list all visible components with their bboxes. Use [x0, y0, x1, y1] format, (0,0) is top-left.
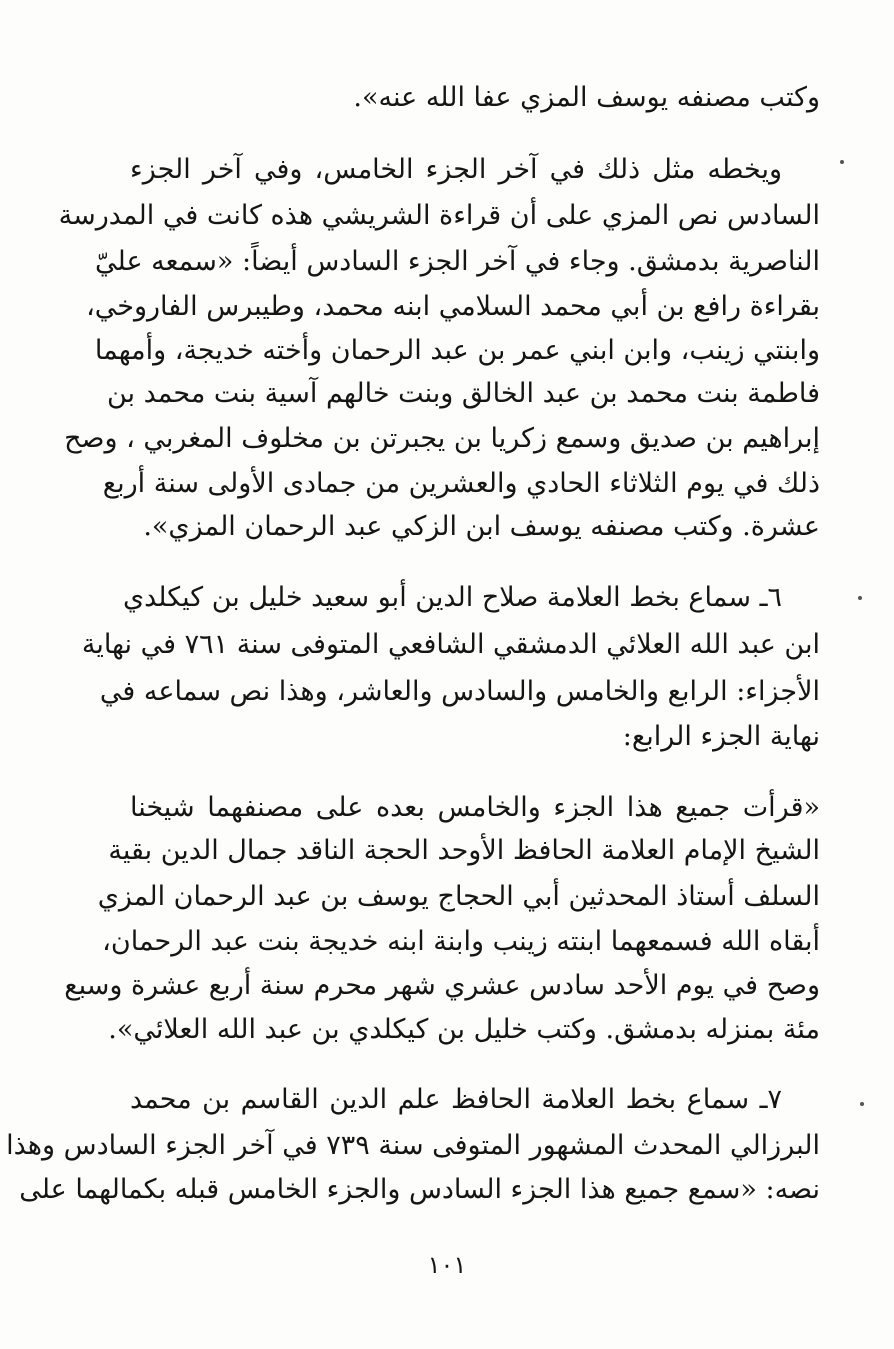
margin-mark	[860, 1102, 864, 1106]
text-line: الشيخ الإمام العلامة الحافظ الأوحد الحجة الناقد جمال الدين بقية	[108, 835, 820, 866]
text-line: «قرأت جميع هذا الجزء والخامس بعده على مصنفهما شيخنا	[130, 792, 820, 823]
text-line: وابنتي زينب، وابن ابني عمر بن عبد الرحمان وأخته خديجة، وأمهما	[94, 335, 820, 366]
text-line: فاطمة بنت محمد بن عبد الخالق وبنت خالهم آسية بنت محمد بن	[106, 378, 820, 409]
text-line: الناصرية بدمشق. وجاء في آخر الجزء السادس أيضاً: «سمعه عليّ	[95, 246, 820, 277]
text-line: ٧ـ سماع بخط العلامة الحافظ علم الدين القاسم بن محمد	[130, 1084, 782, 1115]
text-line: ويخطه مثل ذلك في آخر الجزء الخامس، وفي آخر الجزء	[130, 154, 782, 185]
text-line: السادس نص المزي على أن قراءة الشريشي هذه كانت في المدرسة	[58, 200, 820, 231]
text-line: عشرة. وكتب مصنفه يوسف ابن الزكي عبد الرحمان المزي».	[143, 511, 820, 542]
text-line: نصه: «سمع جميع هذا الجزء السادس والجزء الخامس قبله بكمالهما على	[19, 1174, 820, 1205]
text-line: البرزالي المحدث المشهور المتوفى سنة ٧٣٩ في آخر الجزء السادس وهذا	[6, 1130, 820, 1161]
text-line: مئة بمنزله بدمشق. وكتب خليل بن كيكلدي بن عبد الله العلائي».	[108, 1014, 820, 1045]
text-line: بقراءة رافع بن أبي محمد السلامي ابنه محمد، وطيبرس الفاروخي،	[86, 291, 820, 322]
text-line: أبقاه الله فسمعهما ابنته زينب وابنة ابنه خديجة بنت عبد الرحمان،	[102, 926, 820, 957]
text-line: ٦ـ سماع بخط العلامة صلاح الدين أبو سعيد خليل بن كيكلدي	[122, 582, 782, 613]
text-line: ابن عبد الله العلائي الدمشقي الشافعي المتوفى سنة ٧٦١ في نهاية	[81, 629, 820, 660]
text-line: إبراهيم بن صديق وسمع زكريا بن يجبرتن بن مخلوف المغربي ، وصح	[64, 423, 820, 454]
margin-mark	[858, 596, 862, 600]
text-line: وصح في يوم الأحد سادس عشري شهر محرم سنة أربع عشرة وسبع	[64, 970, 820, 1001]
text-line: وكتب مصنفه يوسف المزي عفا الله عنه».	[353, 82, 820, 113]
text-line: السلف أستاذ المحدثين أبي الحجاج يوسف بن عبد الرحمان المزي	[97, 881, 820, 912]
page-number: ١٠١	[427, 1251, 467, 1279]
text-line: الأجزاء: الرابع والخامس والسادس والعاشر، وهذا نص سماعه في	[99, 676, 820, 707]
text-line: ذلك في يوم الثلاثاء الحادي والعشرين من جمادى الأولى سنة أربع	[102, 468, 820, 499]
margin-mark	[840, 160, 844, 164]
text-line: نهاية الجزء الرابع:	[622, 721, 820, 752]
